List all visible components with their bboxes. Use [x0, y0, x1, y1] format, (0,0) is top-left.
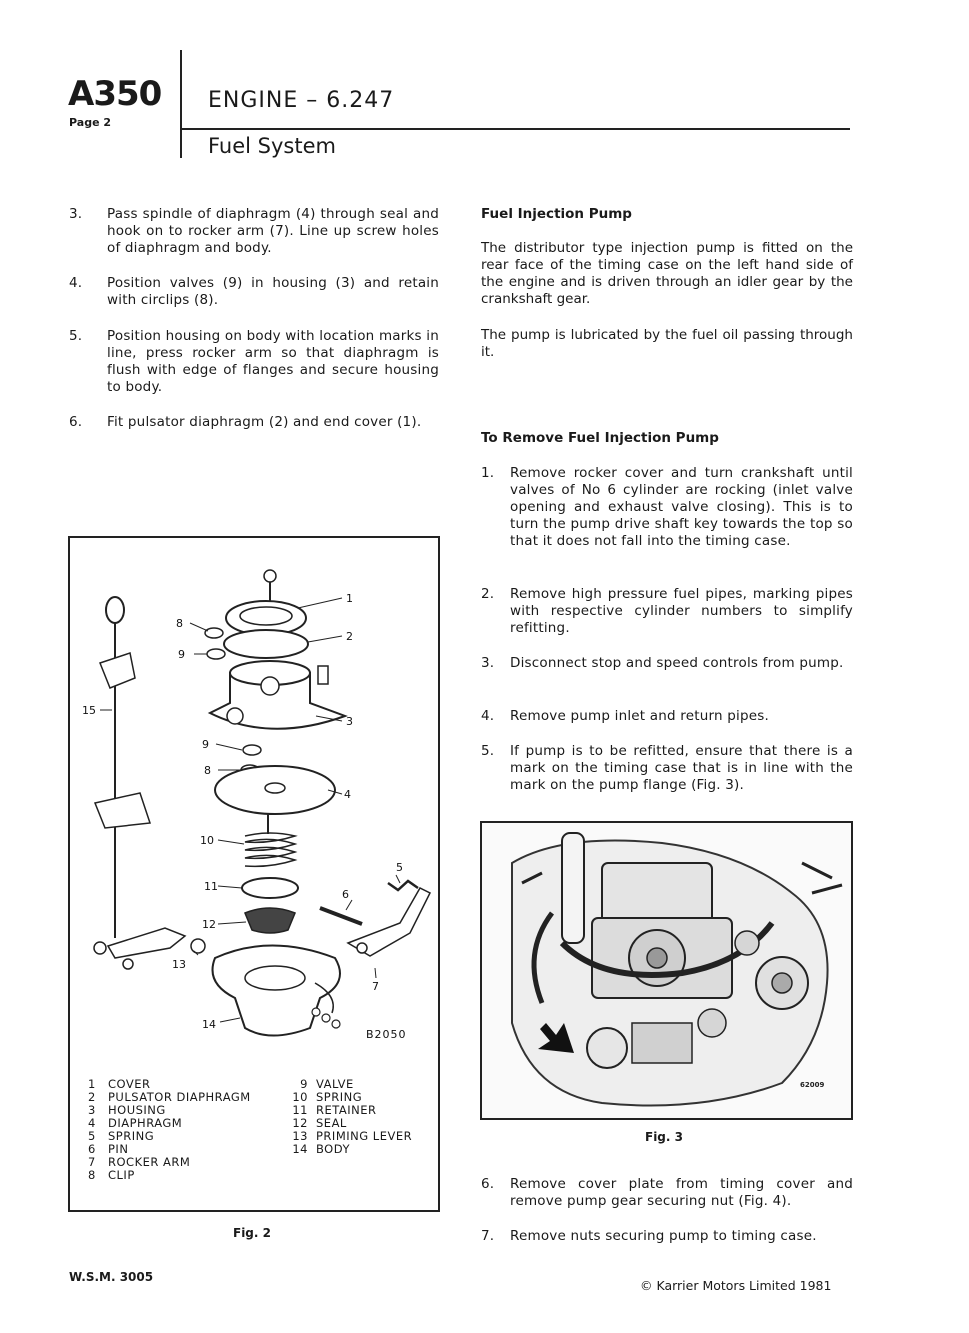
- callout-5: 5: [396, 861, 403, 874]
- step-text: Remove nuts securing pump to timing case.: [510, 1228, 817, 1244]
- legend-item: 13 PRIMING LEVER: [292, 1129, 413, 1143]
- callout-7: 7: [372, 980, 379, 993]
- legend-item: 1 COVER: [88, 1077, 151, 1091]
- callout-8b: 8: [204, 764, 211, 777]
- header-vertical-rule: [180, 50, 182, 158]
- fig3-code: 62009: [800, 1081, 825, 1089]
- step-number: 2.: [481, 586, 495, 602]
- injection-pump-lubrication: The pump is lubricated by the fuel oil passing through it.: [481, 327, 853, 360]
- header-horizontal-rule: [180, 128, 850, 130]
- step-number: 6.: [69, 414, 83, 430]
- legend-item: 4 DIAPHRAGM: [88, 1116, 183, 1130]
- legend-item: 3 HOUSING: [88, 1103, 166, 1117]
- fuel-lift-pump-exploded-diagram: [70, 538, 438, 1078]
- callout-2: 2: [346, 630, 353, 643]
- callout-4: 4: [344, 788, 351, 801]
- callout-9: 9: [178, 648, 185, 661]
- callout-10: 10: [200, 834, 214, 847]
- injection-pump-description: The distributor type injection pump is fitted on the rear face of the timing case on the left hand side of the engine and is driven through an idler gear by the crankshaft gear.: [481, 240, 853, 307]
- legend-item: 8 CLIP: [88, 1168, 135, 1182]
- step-text: Remove rocker cover and turn crankshaft until valves of No 6 cylinder are rocking (inlet valve opening and exhaust valve closing). This is to turn the pump drive shaft key towards the top so that it does not fall into the timing case.: [510, 465, 853, 549]
- legend-item: 9 VALVE: [300, 1077, 354, 1091]
- section-title: Fuel System: [208, 134, 336, 158]
- document-reference: W.S.M. 3005: [69, 1270, 154, 1284]
- callout-3: 3: [346, 715, 353, 728]
- callout-14: 14: [202, 1018, 216, 1031]
- section-code: A350: [68, 74, 162, 114]
- step-number: 3.: [69, 206, 83, 222]
- legend-item: 7 ROCKER ARM: [88, 1155, 191, 1169]
- callout-6: 6: [342, 888, 349, 901]
- callout-9b: 9: [202, 738, 209, 751]
- step-text: Remove pump inlet and return pipes.: [510, 708, 769, 724]
- legend-item: 5 SPRING: [88, 1129, 155, 1143]
- injection-pump-heading: Fuel Injection Pump: [481, 206, 632, 222]
- step-text: Position valves (9) in housing (3) and retain with circlips (8).: [107, 275, 439, 308]
- callout-11: 11: [204, 880, 218, 893]
- step-number: 7.: [481, 1228, 495, 1244]
- step-number: 3.: [481, 655, 495, 671]
- legend-item: 12 SEAL: [292, 1116, 347, 1130]
- callout-12: 12: [202, 918, 216, 931]
- fig3-photo-frame: [480, 821, 853, 1120]
- callout-15: 15: [82, 704, 96, 717]
- page-number: Page 2: [69, 116, 112, 129]
- step-number: 6.: [481, 1176, 495, 1192]
- step-text: Position housing on body with location marks in line, press rocker arm so that diaphragm is flush with edge of flanges and secure housing to body.: [107, 328, 439, 395]
- fig2-legend-right: [282, 1078, 412, 1156]
- fig2-legend-left: [88, 1078, 251, 1182]
- callout-1: 1: [346, 592, 353, 605]
- step-number: 4.: [69, 275, 83, 291]
- copyright-notice: © Karrier Motors Limited 1981: [640, 1278, 832, 1293]
- legend-item: 14 BODY: [292, 1142, 350, 1156]
- callout-13: 13: [172, 958, 186, 971]
- step-number: 5.: [69, 328, 83, 344]
- step-text: Remove cover plate from timing cover and remove pump gear securing nut (Fig. 4).: [510, 1176, 853, 1209]
- step-number: 1.: [481, 465, 495, 481]
- step-number: 5.: [481, 743, 495, 759]
- fig3-caption: Fig. 3: [645, 1130, 683, 1144]
- step-text: Pass spindle of diaphragm (4) through seal and hook on to rocker arm (7). Line up screw holes of diaphragm and body.: [107, 206, 439, 256]
- step-text: If pump is to be refitted, ensure that there is a mark on the timing case that is in line with the mark on the pump flange (Fig. 3).: [510, 743, 853, 793]
- legend-item: 11 RETAINER: [292, 1103, 377, 1117]
- legend-item: 6 PIN: [88, 1142, 129, 1156]
- fig2-diagram-frame: [68, 536, 440, 1212]
- legend-item: 10 SPRING: [292, 1090, 363, 1104]
- remove-pump-heading: To Remove Fuel Injection Pump: [481, 430, 719, 446]
- step-text: Fit pulsator diaphragm (2) and end cover (1).: [107, 414, 422, 430]
- step-number: 4.: [481, 708, 495, 724]
- step-text: Remove high pressure fuel pipes, marking pipes with respective cylinder numbers to simplify refitting.: [510, 586, 853, 636]
- legend-item: 2 PULSATOR DIAPHRAGM: [88, 1090, 251, 1104]
- chapter-title: ENGINE – 6.247: [208, 88, 395, 113]
- step-text: Disconnect stop and speed controls from pump.: [510, 655, 844, 671]
- injection-pump-photo: [482, 823, 851, 1118]
- fig2-caption: Fig. 2: [233, 1226, 271, 1240]
- callout-8: 8: [176, 617, 183, 630]
- fig2-code: B2050: [366, 1028, 407, 1041]
